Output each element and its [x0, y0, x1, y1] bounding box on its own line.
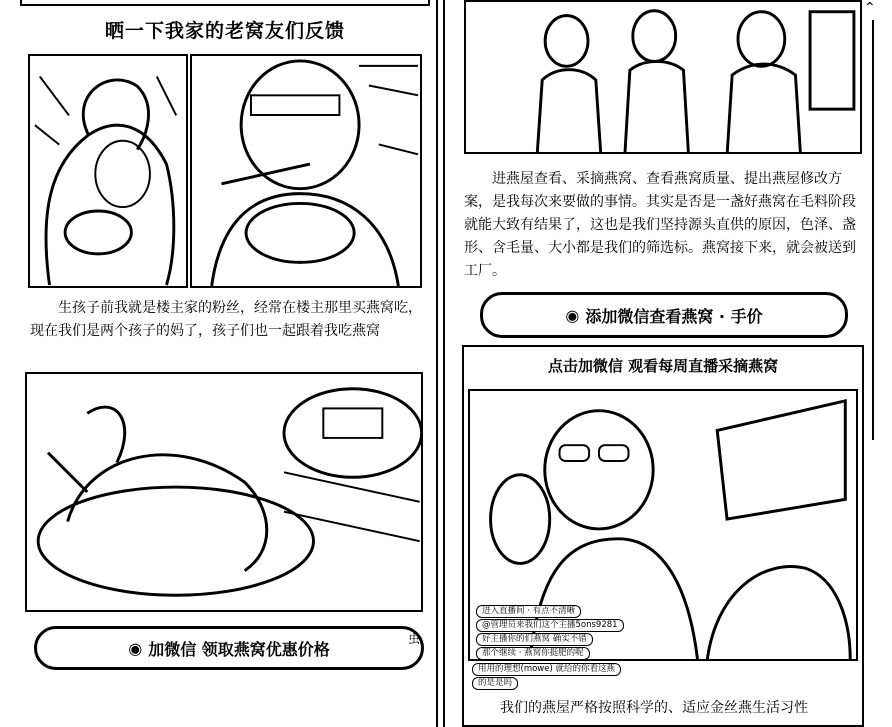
live-stream-title: 点击加微信 观看每周直播采摘燕窝 [547, 357, 779, 375]
customer-story: 生孩子前我就是楼主家的粉丝，经常在楼主那里买燕窝吃，现在我们是两个孩子的妈了，孩子们也一起跟着我吃燕窝 [30, 300, 422, 339]
photo-bird-nest-product [25, 372, 423, 612]
wechat-icon: ◉ [128, 638, 143, 658]
chevron-up-icon[interactable]: ⌃ [864, 0, 876, 16]
live-comment: @管理员来我们这个主播5ons9281 [476, 619, 624, 632]
scrollbar-thumb[interactable] [872, 20, 874, 440]
live-comment: 的是是吗 [472, 677, 518, 690]
farm-description: 进燕屋查看、采摘燕窝、查看燕窝质量、提出燕屋修改方案，是我每次来要做的事情。其实是否是一盏好燕窝在毛料阶段就能大致有结果了，这也是我们坚持源头直供的原因，色泽、盏形、含毛量、大小都是我们的筛选标。燕窝接下来，就会被送到工厂。 [464, 171, 856, 279]
wechat-icon: ◉ [565, 305, 580, 325]
photo-child-eating-drawing [192, 56, 420, 286]
photo-mother-child [28, 54, 188, 288]
live-comment: 用用的理想(mowe) 就给的你看这燕 [472, 663, 621, 676]
left-column [20, 0, 430, 727]
live-comment: 那个继续 · 燕窝你挺肥的呢 [476, 647, 590, 660]
photo-farm-visit [464, 0, 862, 154]
scrollbar[interactable] [862, 0, 886, 727]
left-cta-label: 加微信 领取燕窝优惠价格 [148, 639, 330, 659]
left-cta-tail: 虫 [408, 632, 421, 646]
photo-farm-visit-drawing [466, 2, 860, 152]
live-stream-card[interactable] [462, 345, 864, 727]
column-divider [436, 0, 438, 727]
farm-standard-text: 我们的燕屋严格按照科学的、适应金丝燕生活习性 [500, 700, 808, 716]
live-comment: 好主播你的们燕窝 确实不错 [476, 633, 593, 646]
left-cta-button[interactable] [34, 626, 424, 670]
column-divider-2 [443, 0, 445, 727]
right-cta-label: 添加微信查看燕窝 · 手价 [585, 306, 763, 326]
photo-bird-nest-drawing [27, 374, 421, 610]
top-frame-edge [20, 0, 430, 6]
right-column [458, 0, 864, 727]
photo-child-eating [190, 54, 422, 288]
live-stream-video[interactable] [468, 389, 858, 661]
live-comment: 进入直播间 · 有点不清晰 [476, 605, 581, 618]
photo-mother-child-drawing [30, 56, 186, 286]
right-cta-button[interactable] [480, 292, 848, 338]
feedback-title: 晒一下我家的老窝友们反馈 [104, 20, 345, 42]
